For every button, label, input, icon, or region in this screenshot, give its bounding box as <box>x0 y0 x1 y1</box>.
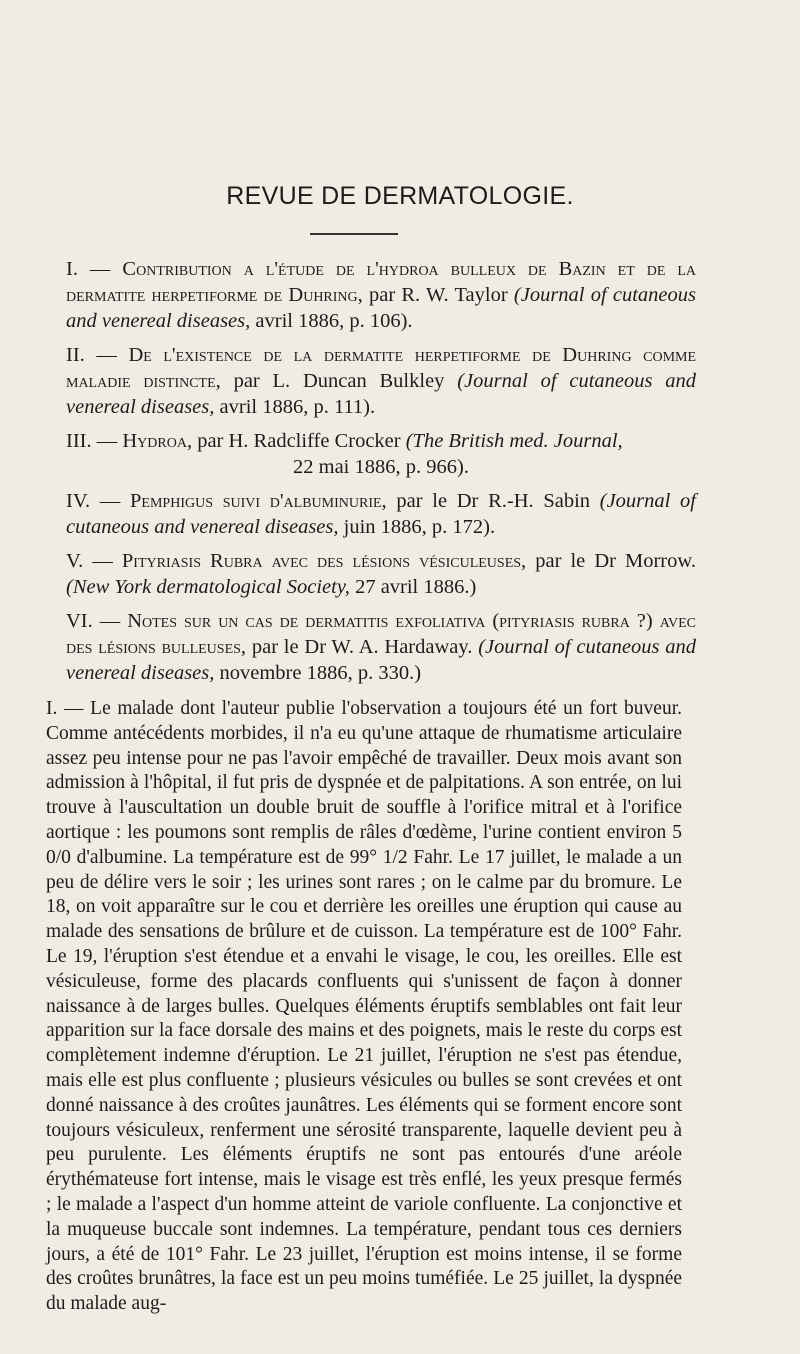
page-title: REVUE DE DERMATOLOGIE. <box>226 182 574 210</box>
reference-author: par R. W. Taylor <box>369 284 508 306</box>
reference-date: avril 1886, p. 106). <box>255 310 413 332</box>
reference-author: par H. Radcliffe Crocker <box>197 430 401 452</box>
reference-item <box>66 256 696 334</box>
body-paragraph: I. — Le malade dont l'auteur publie l'observation a toujours été un fort buveur. Comme antécédents morbides, il n'a eu qu'une attaque de rhumatisme articulaire assez peu intense pour ne pas l'avoir empêché de travailler. Deux mois avant son admission à l'hôpital, il fut pris de dyspnée et de palpitations. A son entrée, on lui trouve à l'auscultation un double bruit de souffle à l'orifice mitral et à l'orifice aortique : les poumons sont remplis de râles d'œdème, l'urine contient environ 5 0/0 d'albumine. La température est de 99° 1/2 Fahr. Le 17 juillet, le malade a un peu de délire vers le soir ; les urines sont rares ; on le calme par du bromure. Le 18, on voit apparaître sur le cou et derrière les oreilles une éruption qui cause au malade des sensations de brûlure et de cuisson. La température est de 100° Fahr. Le 19, l'éruption s'est étendue et a envahi le visage, le cou, les oreilles. Elle est vésiculeuse, forme des placards confluents qui s'unissent de façon à donner naissance à de larges bulles. Quelques éléments éruptifs semblables ont fait leur apparition sur la face dorsale des mains et des poignets, mais le reste du corps est complètement indemne d'éruption. Le 21 juillet, l'éruption ne s'est pas étendue, mais elle est plus confluente ; plusieurs vésicules ou bulles se sont crevées et ont donné naissance à des croûtes jaunâtres. Les éléments qui se forment encore sont toujours vésiculeux, renferment une sérosité transparente, laquelle devient peu à peu purulente. Les éléments éruptifs ne sont pas entourés d'une aréole érythémateuse fort intense, mais le visage est très enflé, les yeux presque fermés ; le malade a l'aspect d'un homme atteint de variole confluente. La conjonctive et la muqueuse buccale sont indemnes. La température, pendant tous ces derniers jours, a été de 101° Fahr. Le 23 juillet, l'éruption est moins intense, il se forme des croûtes brunâtres, la face est un peu moins tuméfiée. Le 25 juillet, la dyspnée du malade aug- <box>46 698 682 1315</box>
reference-author: par le Dr W. A. Hardaway. <box>251 636 473 658</box>
reference-date: juin 1886, p. 172). <box>343 516 496 538</box>
reference-heading: Pityriasis Rubra avec des lésions vésiculeuses, <box>121 550 527 572</box>
reference-source: (New York dermatological Society, <box>66 576 350 598</box>
reference-source: (Journal of cutaneous and venereal diseases, <box>66 490 696 538</box>
reference-source: (Journal of cutaneous and venereal diseases, <box>66 636 697 684</box>
title-rule <box>310 233 398 235</box>
reference-number: III. — <box>66 430 118 452</box>
reference-author: par L. Duncan Bulkley <box>233 370 445 392</box>
reference-heading: Notes sur un cas de dermatitis exfoliativa (pityriasis rubra ?) avec des lésions bulleuses, <box>66 610 697 658</box>
reference-number: II. — <box>66 344 117 366</box>
reference-author: par le Dr Morrow. <box>535 550 696 572</box>
body-text <box>46 697 682 1317</box>
reference-item <box>66 428 696 480</box>
reference-list <box>66 256 696 694</box>
reference-source: (Journal of cutaneous and venereal diseases, <box>66 284 696 332</box>
reference-author: par le Dr R.-H. Sabin <box>396 490 591 512</box>
reference-number: IV. — <box>66 490 121 512</box>
reference-date: 22 mai 1886, p. 966). <box>293 456 469 478</box>
reference-heading: Contribution a l'étude de l'hydroa bulleux de Bazin et de la dermatite herpetiforme de Duhring, <box>66 258 697 306</box>
reference-item <box>66 548 696 600</box>
reference-item <box>66 488 696 540</box>
reference-heading: De l'existence de la dermatite herpetiforme de Duhring comme maladie distincte, <box>66 344 697 392</box>
reference-date: avril 1886, p. 111). <box>219 396 376 418</box>
reference-number: V. — <box>66 550 113 572</box>
reference-date: 27 avril 1886.) <box>355 576 477 598</box>
reference-number: VI. — <box>66 610 121 632</box>
reference-source: (The British med. Journal, <box>405 430 623 452</box>
reference-heading: Pemphigus suivi d'albuminurie, <box>130 490 387 512</box>
reference-heading: Hydroa, <box>122 430 193 452</box>
reference-date: novembre 1886, p. 330.) <box>219 662 422 684</box>
reference-number: I. — <box>66 258 111 280</box>
reference-source: (Journal of cutaneous and venereal diseases, <box>66 370 697 418</box>
reference-item <box>66 342 696 420</box>
reference-item <box>66 608 696 686</box>
